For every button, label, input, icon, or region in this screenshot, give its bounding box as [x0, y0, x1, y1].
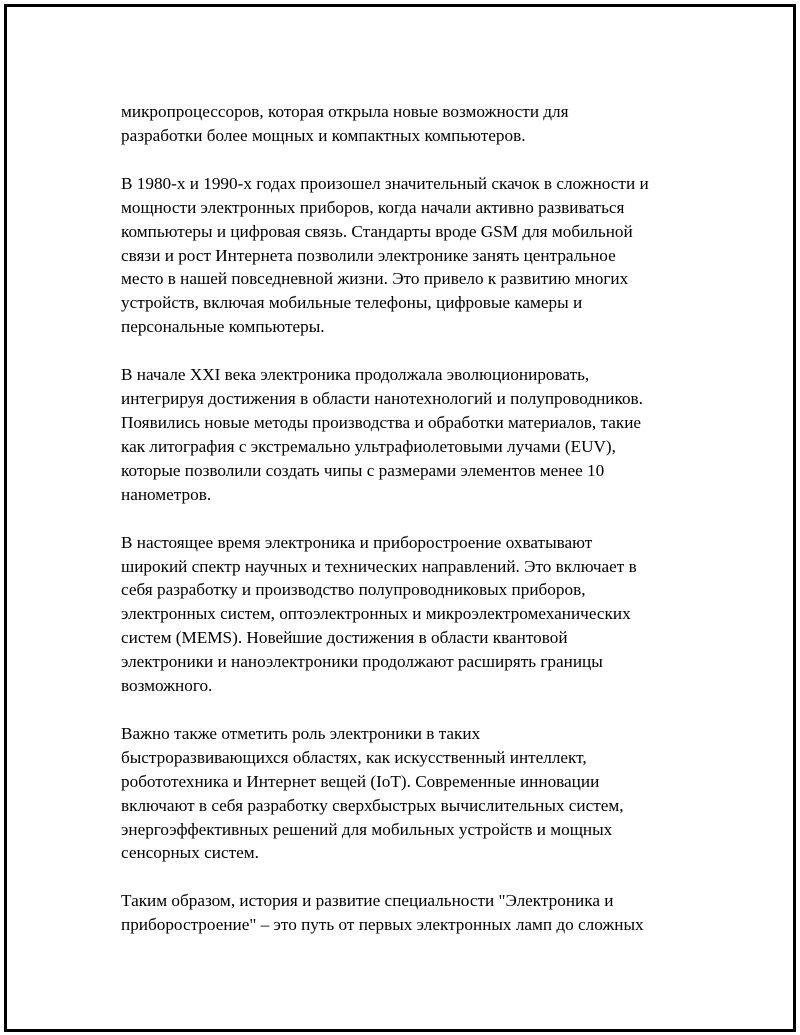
- paragraph-2: В 1980-х и 1990-х годах произошел значительный скачок в сложности и мощности электронных приборов, когда начали активно развиваться компьютеры и цифровая связь. Стандарты вроде GSM для мобильной связи и рост Интернета позволили электронике занять центральное место в нашей повседневной жизни. Это привело к развитию многих устройств, включая мобильные телефоны, цифровые камеры и персональные компьютеры.: [121, 173, 649, 337]
- document-page: [4, 4, 796, 1032]
- paragraph-5: Важно также отметить роль электроники в таких быстроразвивающихся областях, как искусственный интеллект, робототехника и Интернет вещей (IoT). Современные инновации включают в себя разработку сверхбыстрых вычислительных систем, энергоэффективных решений для мобильных устройств и мощных сенсорных систем.: [121, 723, 624, 863]
- paragraph-6: Таким образом, история и развитие специальности "Электроника и приборостроение" – это путь от первых электронных ламп до сложных: [121, 891, 644, 935]
- paragraph-3: В начале XXI века электроника продолжала эволюционировать, интегрируя достижения в области нанотехнологий и полупроводников. Появились новые методы производства и обработки материалов, такие как литография с экстремально ультрафиолетовыми лучами (EUV), которые позволили создать чипы с размерами элементов менее 10 нанометров.: [121, 365, 643, 504]
- paragraph-4: В настоящее время электроника и приборостроение охватывают широкий спектр научных и технических направлений. Это включает в себя разработку и производство полупроводниковых приборов, электронных систем, оптоэлектронных и микроэлектромеханических систем (MEMS). Новейшие достижения в области квантовой электроники и наноэлектроники продолжают расширять границы возможного.: [121, 532, 637, 696]
- paragraph-1: микропроцессоров, которая открыла новые возможности для разработки более мощных и компактных компьютеров.: [121, 102, 569, 145]
- document-body: [121, 100, 711, 961]
